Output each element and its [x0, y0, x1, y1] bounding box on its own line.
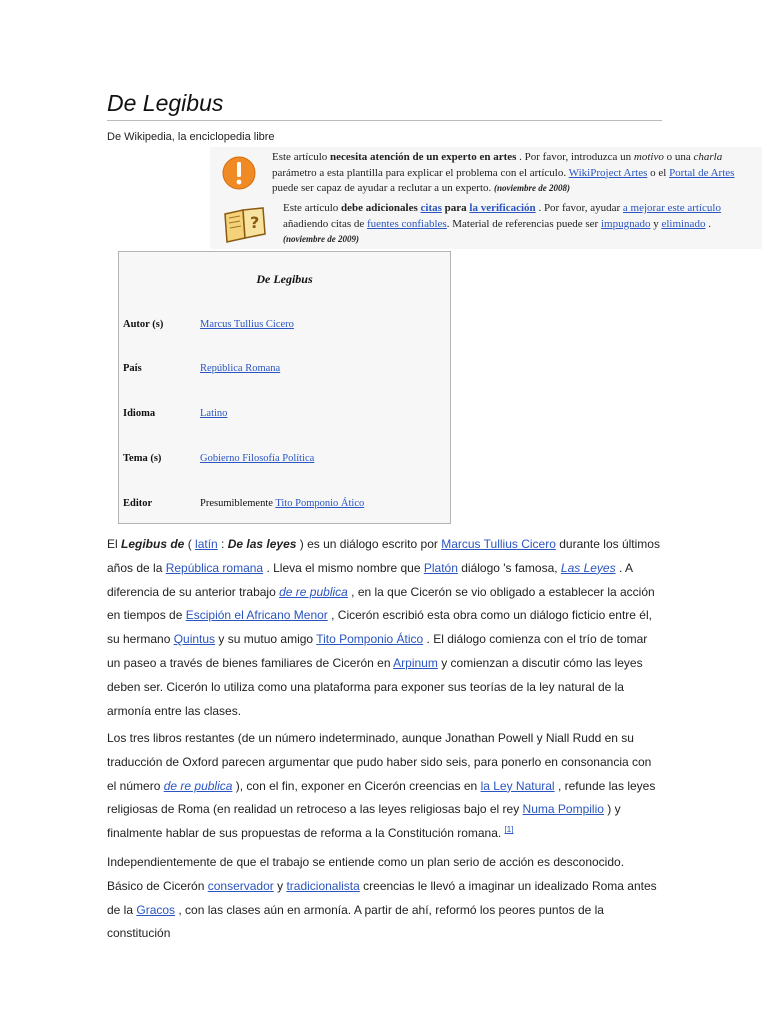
infobox-link-country[interactable]: República Romana — [200, 363, 281, 374]
link-wikiproject-artes[interactable]: WikiProject Artes — [568, 166, 648, 179]
text-italic: motivo — [633, 151, 664, 163]
text: , refunde las leyes religiosas de Roma (en realidad un retroceso a las leyes religiosas bajo el rey — [107, 778, 656, 817]
link-latin[interactable]: latín — [195, 537, 218, 551]
notice-date: (noviembre de 2008) — [494, 183, 570, 193]
text: ) es un diálogo escrito por — [296, 537, 442, 551]
text: Los tres libros restantes (de un número indeterminado, aunque Jonathan Powell y Niall Rudd en su traducción de Oxford parecen argumentar que pudo haber sido seis, para ponerlo en consonancia con el número — [107, 731, 652, 793]
link-conservador[interactable]: conservador — [207, 878, 274, 893]
text: . El diálogo comienza con el trío de tomar un paseo a través de bienes familiares de Cicerón en — [107, 632, 648, 670]
link-impugnado[interactable]: impugnado — [600, 217, 651, 230]
text: , en la que Cicerón se vio obligado a establecer la acción en tiempos de — [107, 584, 655, 623]
text: . Por favor, ayudar — [535, 202, 623, 214]
paragraph-intro — [107, 533, 662, 723]
link-mejorar-articulo[interactable]: a mejorar este artículo — [622, 202, 721, 214]
infobox-label: Autor (s) — [123, 319, 164, 330]
paragraph-intent — [107, 851, 662, 946]
link-numa-pompilio[interactable]: Numa Pompilio — [522, 802, 604, 817]
link-tradicionalista[interactable]: tradicionalista — [286, 878, 360, 893]
text: , con las clases aún en armonía. A partir de ahí, reformó los peores puntos de la constitución — [107, 902, 604, 941]
infobox-value-editor — [200, 498, 364, 509]
infobox-link-subject[interactable]: Gobierno Filosofía Política — [200, 453, 315, 464]
text: y su mutuo amigo — [215, 632, 317, 647]
notice-text — [272, 150, 742, 197]
link-ley-natural[interactable]: la Ley Natural — [480, 778, 555, 793]
text-italic: charla — [693, 151, 723, 163]
link-las-leyes[interactable]: Las Leyes — [560, 560, 616, 575]
text-bold: debe adicionales — [341, 202, 421, 214]
text-bold: Legibus de — [121, 537, 185, 551]
text: Este artículo — [272, 151, 331, 163]
link-citas[interactable]: citas — [420, 202, 442, 214]
infobox-label: Tema (s) — [123, 453, 162, 464]
infobox-link-editor[interactable]: Tito Pomponio Ático — [275, 498, 365, 509]
text: ( — [184, 537, 196, 551]
infobox-label: País — [123, 363, 142, 374]
link-escipion[interactable]: Escipión el Africano Menor — [185, 608, 328, 623]
text: Presumiblemente — [200, 498, 276, 509]
text: . Material de referencias puede ser — [446, 217, 601, 230]
infobox-link-language[interactable]: Latino — [200, 408, 228, 419]
text-bold: De las leyes — [227, 537, 297, 551]
text: puede ser capaz de ayudar a reclutar a un experto. — [272, 182, 495, 194]
link-fuentes-confiables[interactable]: fuentes confiables — [367, 217, 447, 230]
book-question-icon — [221, 204, 269, 250]
link-republica-romana[interactable]: República romana — [165, 560, 264, 575]
link-quintus[interactable]: Quintus — [173, 632, 216, 647]
notice-date: (noviembre de 2009) — [283, 234, 359, 244]
text: ), con el fin, exponer en Cicerón creencias en — [232, 778, 481, 793]
link-eliminado[interactable]: eliminado — [661, 217, 706, 230]
text: y comienzan a discutir cómo las leyes deben ser. Cicerón lo utiliza como una plataforma para exponer sus teorías de la ley natural de la armonía entre las clases. — [107, 655, 643, 718]
infobox-label: Editor — [123, 498, 153, 509]
infobox — [118, 251, 451, 524]
text: . Por favor, introduzca un — [516, 151, 634, 163]
text: añadiendo citas de — [283, 217, 367, 230]
text-bold: para — [441, 202, 470, 214]
link-arpinum[interactable]: Arpinum — [393, 655, 438, 670]
text: Independientemente de que el trabajo se entiende como un plan serio de acción es desconocido. Básico de Cicerón — [107, 855, 625, 893]
link-de-re-publica[interactable]: de re publica — [279, 584, 348, 599]
text: y — [273, 878, 287, 893]
infobox-link-author[interactable]: Marcus Tullius Cicero — [200, 319, 294, 330]
text: , Cicerón escribió esta obra como un diálogo ficticio entre él, su hermano — [107, 608, 652, 647]
link-platon[interactable]: Platón — [423, 560, 458, 575]
text: y — [650, 217, 662, 230]
text: diálogo 's famosa, — [457, 560, 561, 575]
paragraph-books — [107, 727, 662, 846]
link-portal-de-artes[interactable]: Portal de Artes — [669, 166, 735, 179]
text-bold: necesita atención de un experto en artes — [330, 151, 517, 163]
text: creencias le llevó a imaginar un idealizado Roma antes de la — [107, 878, 657, 917]
svg-text:?: ? — [250, 213, 260, 232]
text: Este artículo — [283, 202, 342, 214]
link-marcus-tullius-cicero[interactable]: Marcus Tullius Cicero — [441, 537, 556, 551]
text: . A diferencia de su anterior trabajo — [107, 560, 633, 599]
text: ) y finalmente hablar de sus propuestas de reforma a la Constitución romana. — [107, 802, 621, 841]
text: o una — [663, 151, 694, 163]
expert-attention-notice — [210, 147, 762, 197]
link-tito-pomponio-atico[interactable]: Tito Pomponio Ático — [316, 632, 424, 647]
text: . Lleva el mismo nombre que — [263, 560, 424, 575]
text: o el — [647, 166, 670, 179]
notice-text — [283, 201, 753, 248]
page-title: De Legibus — [107, 90, 662, 121]
reference-link[interactable]: [1] — [504, 825, 514, 835]
link-de-re-publica-2[interactable]: de re publica — [163, 778, 233, 793]
page-subtitle: De Wikipedia, la enciclopedia libre — [107, 131, 275, 143]
text: . — [705, 217, 711, 230]
infobox-title: De Legibus — [256, 272, 313, 286]
text: durante los últimos años de la — [107, 537, 660, 575]
text: : — [217, 537, 228, 551]
citations-notice — [210, 197, 762, 249]
exclamation-icon — [221, 155, 257, 197]
text: parámetro a esta plantilla para explicar el problema con el artículo. — [272, 166, 569, 179]
link-la-verificacion[interactable]: la verificación — [469, 202, 536, 214]
infobox-label: Idioma — [123, 408, 156, 419]
link-gracos[interactable]: Gracos — [136, 902, 176, 917]
text: El — [107, 537, 122, 551]
